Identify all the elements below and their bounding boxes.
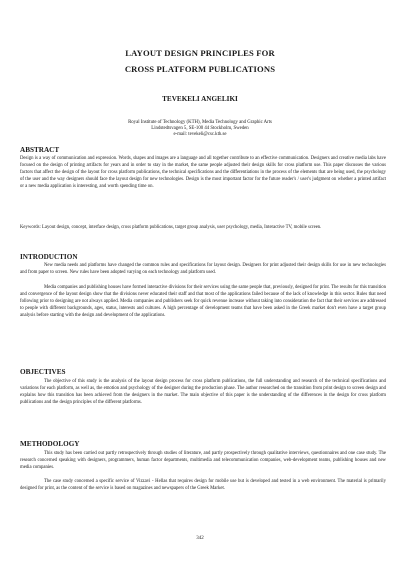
author-name: TEVEKELI ANGELIKI [162,95,238,103]
affiliation-line-2: Lindstedtsvagen 5, SE-100 44 Stockholm, Sweden [151,126,249,131]
abstract-heading: ABSTRACT [20,146,60,154]
page-number: 342 [196,536,204,541]
objectives-paragraph: The objective of this study is the analysis of the layout design process for cross platform publications, the full understanding and research of the technical specifications and variations for each platform, as well as, the emotion and psychology of the designer during the production phase. The author researched on the transition from print design to screen design and explains how this transition has been achieved from the designers in the market. The main objective of this paper is the understanding of the differences in the design for cross platform publications and the design principles of the different platforms. [20,379,386,406]
objectives-heading: OBJECTIVES [20,368,66,376]
abstract-text: Design is a way of communication and expression. Words, shapes and images are a language and all together contribute to an effective communication. Designers and creative media labs have focused on the design of printing artifacts for years and in order to stay in the market, the same people adjusted their design skills for cross platform use. This paper discusses the various factors that affect the design of the layout for cross platform publications, the technical specifications and the differentiations in the process of the elements that are being used, the psychology of the user and the way designers should face the layout design for new technologies. Design is the most important factor for the future reader's / user's judgment on whether a printed artifact or a new media application is interesting, and worth spending time on. [20,156,386,190]
paper-title-line-2: CROSS PLATFORM PUBLICATIONS [124,64,276,74]
affiliation-email: e-mail: tevekeli@csc.kth.se [173,132,227,137]
methodology-paragraph-1: This study has been carried out partly retrospectively through studies of literature, and partly prospectively through qualitative interviews, questionnaires and one case study. The research concerned speaking with designers, programmers, human factor departments, multimedia and telecommunication companies, web-development teams, publishing houses and new media companies. [20,451,386,471]
keywords-text: Keywords: Layout design, concept, interface design, cross platform publications, target group analysis, user psychology, media, Interactive TV, mobile screen. [20,225,322,230]
introduction-paragraph-2: Media companies and publishing houses have formed interactive divisions for their services using the same people that, previously, designed for print. The results for this transition and convergence of the layout design show that the divisions never educated their staff and that most of the applications failed because of the lack of knowledge in this sector. Rules that need following prior to designing are not always applied. Media companies and publishers seek for quick revenue increase without taking into consideration the fact that their services are addressed to people with different backgrounds, ages, status, interests and cultures. A high percentage of development teams that have been asked in the Greek market don't even have a target group analysis before starting with the design and development of the applications. [20,285,386,319]
introduction-paragraph-1: New media needs and platforms have changed the common rules and specifications for layout design. Designers for print adjusted their design skills for use in new technologies and from paper to screen. New rules have been adopted varying on each technology and platform used. [20,263,386,276]
affiliation-line-1: Royal Institute of Technology (KTH), Media Technology and Graphic Arts [128,120,272,125]
paper-title-line-1: LAYOUT DESIGN PRINCIPLES FOR [125,48,275,58]
methodology-heading: METHODOLOGY [20,440,80,448]
introduction-heading: INTRODUCTION [20,253,78,261]
methodology-paragraph-2: The case study concerned a specific service of Vizzavi - Hellas that requires design for mobile use but is developed and tested in a web environment. The material is primarily designed for print, as the content of the service is based on magazines and newspapers of the Greek Market. [20,479,386,492]
